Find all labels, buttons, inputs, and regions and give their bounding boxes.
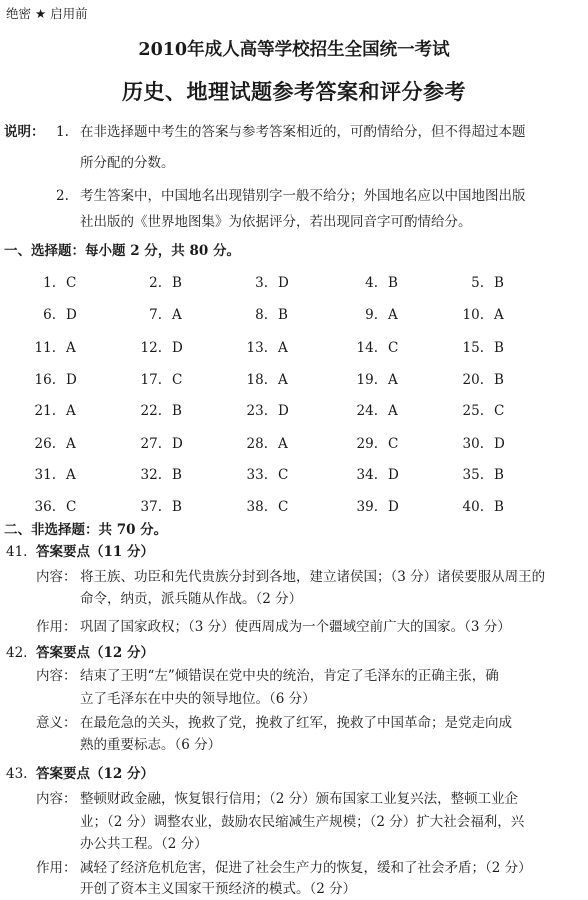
q42-content-line-2: 立了毛泽东在中央的领导地位。（6 分）	[80, 691, 316, 707]
mcq-number: 15.	[462, 340, 484, 356]
q42-heading: 答案要点（12 分）	[36, 645, 154, 661]
q43-content-line-2: 业；（2 分）调整农业，鼓励农民缩减生产规模；（2 分）扩大社会福利，兴	[80, 814, 525, 830]
mcq-number: 4.	[365, 275, 378, 291]
mcq-number: 32.	[140, 467, 162, 483]
mcq-number: 24.	[356, 403, 378, 419]
mcq-number: 35.	[462, 467, 484, 483]
mcq-number: 22.	[140, 403, 162, 419]
mcq-answer: B	[172, 403, 182, 419]
mcq-answer: B	[494, 499, 504, 515]
mcq-number: 33.	[246, 467, 268, 483]
q41-content-line-1: 将王族、功臣和先代贵族分封到各地，建立诸侯国；（3 分）诸侯要服从周王的	[80, 569, 546, 585]
mcq-number: 25.	[462, 403, 484, 419]
mcq-answer: B	[172, 275, 182, 291]
q43-effect-label: 作用：	[36, 860, 77, 876]
mcq-number: 23.	[246, 403, 268, 419]
mcq-answer: D	[278, 275, 289, 291]
mcq-number: 12.	[140, 340, 162, 356]
mcq-number: 28.	[246, 436, 268, 452]
mcq-number: 36.	[34, 499, 56, 515]
mcq-answer: D	[172, 340, 183, 356]
mcq-answer: B	[388, 275, 398, 291]
mcq-number: 27.	[140, 436, 162, 452]
mcq-number: 13.	[246, 340, 268, 356]
q43-content-line-1: 整顿财政金融，恢复银行信用；（2 分）颁布国家工业复兴法，整顿工业企	[80, 791, 519, 807]
notes-label: 说明：	[4, 124, 45, 140]
mcq-number: 21.	[34, 403, 56, 419]
mcq-number: 17.	[140, 372, 162, 388]
q42-content-label: 内容：	[36, 668, 77, 684]
q43-number: 43.	[6, 766, 28, 782]
section-2-heading: 二、非选择题：共 70 分。	[4, 522, 168, 538]
mcq-number: 30.	[462, 436, 484, 452]
mcq-answer: A	[388, 372, 398, 388]
q41-effect-label: 作用：	[36, 619, 77, 635]
mcq-answer: D	[66, 372, 77, 388]
mcq-number: 1.	[43, 275, 56, 291]
mcq-number: 6.	[43, 307, 56, 323]
section-1-heading: 一、选择题：每小题 2 分，共 80 分。	[4, 243, 240, 259]
note-1-line-2: 所分配的分数。	[80, 155, 175, 171]
mcq-number: 37.	[140, 499, 162, 515]
note-1-number: 1.	[56, 124, 69, 140]
mcq-answer: C	[66, 499, 77, 515]
exam-title: 2010年成人高等学校招生全国统一考试	[138, 40, 450, 60]
mcq-answer: D	[66, 307, 77, 323]
mcq-answer: D	[172, 436, 183, 452]
mcq-answer: A	[66, 403, 76, 419]
q42-meaning-line-1: 在最危急的关头，挽救了党，挽救了红军，挽救了中国革命；是党走向成	[80, 715, 512, 731]
mcq-answer: A	[388, 403, 398, 419]
mcq-answer: A	[66, 436, 76, 452]
mcq-number: 8.	[255, 307, 268, 323]
mcq-number: 14.	[356, 340, 378, 356]
mcq-number: 3.	[255, 275, 268, 291]
mcq-answer: B	[172, 499, 182, 515]
mcq-answer: B	[494, 340, 504, 356]
mcq-answer: B	[494, 372, 504, 388]
mcq-number: 31.	[34, 467, 56, 483]
note-2-line-1: 考生答案中，中国地名出现错别字一般不给分；外国地名应以中国地图出版	[80, 188, 526, 204]
mcq-number: 40.	[462, 499, 484, 515]
mcq-answer: B	[278, 307, 288, 323]
mcq-answer: A	[388, 307, 398, 323]
mcq-number: 38.	[246, 499, 268, 515]
mcq-answer: A	[66, 467, 76, 483]
mcq-answer: C	[494, 403, 505, 419]
q41-content-label: 内容：	[36, 569, 77, 585]
mcq-number: 5.	[471, 275, 484, 291]
mcq-answer: A	[278, 372, 288, 388]
q41-effect-line-1: 巩固了国家政权；（3 分）使西周成为一个疆域空前广大的国家。（3 分）	[80, 619, 511, 635]
q42-meaning-label: 意义：	[36, 715, 77, 731]
q41-content-line-2: 命令，纳贡，派兵随从作战。（2 分）	[80, 591, 303, 607]
mcq-number: 10.	[462, 307, 484, 323]
mcq-answer: A	[494, 307, 504, 323]
note-2-number: 2.	[56, 188, 69, 204]
q41-heading: 答案要点（11 分）	[36, 544, 154, 560]
mcq-number: 9.	[365, 307, 378, 323]
q43-effect-line-1: 减轻了经济危机危害，促进了社会生产力的恢复，缓和了社会矛盾；（2 分）	[80, 860, 532, 876]
mcq-answer: C	[388, 436, 399, 452]
mcq-number: 18.	[246, 372, 268, 388]
mcq-answer: C	[278, 499, 289, 515]
mcq-answer: C	[172, 372, 183, 388]
mcq-answer: B	[494, 275, 504, 291]
mcq-answer: C	[278, 467, 289, 483]
mcq-number: 16.	[34, 372, 56, 388]
mcq-number: 34.	[356, 467, 378, 483]
q42-meaning-line-2: 熟的重要标志。（6 分）	[80, 737, 222, 753]
q43-content-label: 内容：	[36, 791, 77, 807]
mcq-number: 2.	[149, 275, 162, 291]
mcq-number: 7.	[149, 307, 162, 323]
mcq-answer: B	[172, 467, 182, 483]
mcq-number: 29.	[356, 436, 378, 452]
note-2-line-2: 社出版的《世界地图集》为依据评分，若出现同音字可酌情给分。	[80, 214, 472, 230]
mcq-answer: C	[388, 340, 399, 356]
q43-effect-line-2: 开创了资本主义国家干预经济的模式。（2 分）	[80, 881, 357, 897]
mcq-number: 39.	[356, 499, 378, 515]
mcq-number: 11.	[34, 340, 56, 356]
mcq-answer: D	[494, 436, 505, 452]
mcq-answer: D	[278, 403, 289, 419]
mcq-answer: D	[388, 499, 399, 515]
q42-number: 42.	[6, 645, 28, 661]
mcq-number: 26.	[34, 436, 56, 452]
mcq-answer: A	[278, 436, 288, 452]
mcq-number: 20.	[462, 372, 484, 388]
mcq-answer: A	[172, 307, 182, 323]
mcq-answer: A	[278, 340, 288, 356]
q41-number: 41.	[6, 544, 28, 560]
q43-heading: 答案要点（12 分）	[36, 766, 154, 782]
mcq-answer: B	[494, 467, 504, 483]
mcq-answer: A	[66, 340, 76, 356]
mcq-answer: D	[388, 467, 399, 483]
note-1-line-1: 在非选择题中考生的答案与参考答案相近的，可酌情给分，但不得超过本题	[80, 124, 526, 140]
subject-title: 历史、地理试题参考答案和评分参考	[122, 79, 466, 104]
q42-content-line-1: 结束了王明“左”倾错误在党中央的统治，肯定了毛泽东的正确主张，确	[80, 668, 499, 684]
mcq-answer: C	[66, 275, 77, 291]
q43-content-line-3: 办公共工程。（2 分）	[80, 836, 208, 852]
mcq-number: 19.	[356, 372, 378, 388]
confidential-mark: 绝密 ★ 启用前	[6, 6, 88, 21]
